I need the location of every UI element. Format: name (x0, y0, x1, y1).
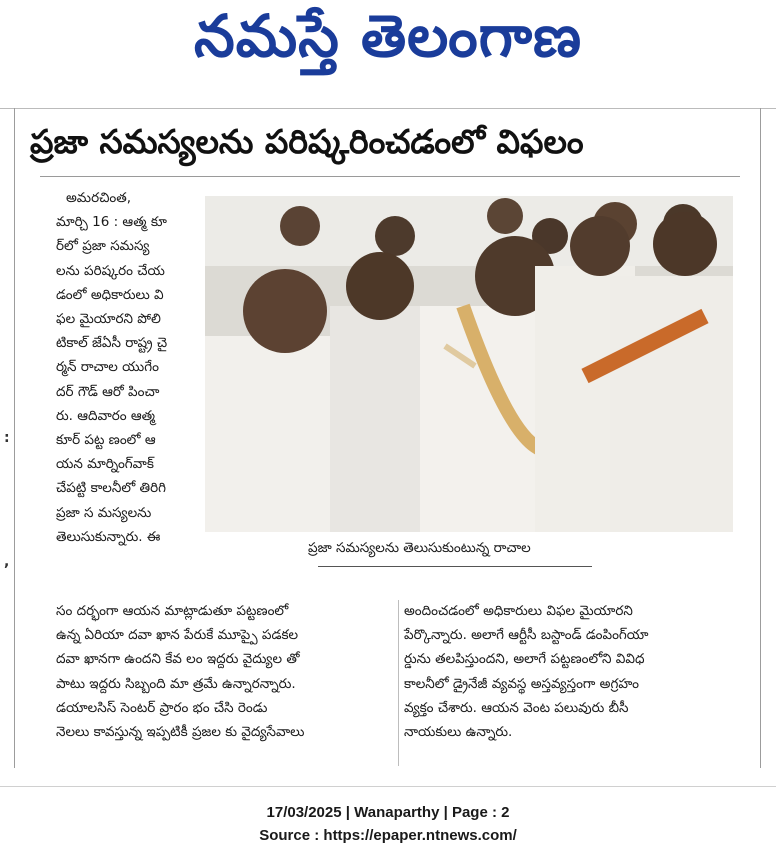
text-line: ప్రజా స మస్యలను (56, 504, 152, 521)
text-line: కాలనీలో డ్రైనేజీ వ్యవస్థ అస్తవ్యస్తంగా అగ్రహం (404, 675, 639, 692)
text-line: తెలుసుకున్నారు. ఈ (56, 528, 161, 545)
bottom-right-column (404, 599, 750, 744)
news-photo (205, 196, 733, 532)
text-line: ర్డును తలపిస్తుందని, అలాగే పట్టణంలోని వివిధ (404, 651, 645, 668)
text-line: టికాల్ జేఏసీ రాష్ట్ర చై (56, 335, 168, 352)
text-line: యన మార్నింగ్‌వాక్ (56, 456, 154, 473)
photo-caption: ప్రజా సమస్యలను తెలుసుకుంటున్న రాచాల (308, 540, 531, 556)
masthead (0, 0, 776, 98)
text-line: డయాలసిస్ సెంటర్ ప్రారం భం చేసి రెండు (56, 699, 268, 716)
bottom-rule (0, 786, 776, 787)
text-line: నెలలు కావస్తున్న ఇప్పటికీ ప్రజల కు వైద్యసేవాలు (56, 724, 305, 741)
crowd-illustration (205, 196, 733, 532)
caption-rule (318, 566, 592, 567)
text-line: అమరచింత, (66, 190, 132, 206)
text-line: ఫల మైయారని పోలి (56, 311, 161, 328)
text-line: చేపట్టి కాలనీలో తిరిగి (56, 480, 166, 497)
text-line: ర్‌లో ప్రజా సమస్య (56, 238, 150, 255)
text-line: మార్చి 16 : ఆత్మ కూ (56, 214, 167, 231)
text-line: పేర్కొన్నారు. అలాగే ఆర్టీసీ బస్టాండ్ డంపింగ్‌యా (404, 627, 649, 644)
text-line: సం దర్భంగా ఆయన మాట్లాడుతూ పట్టణంలో (56, 603, 289, 619)
text-line: ర్మన్ రాచాల యుగేం (56, 359, 159, 376)
text-line: అందించడంలో అధికారులు విఫల మైయారని (404, 603, 633, 619)
text-line: ఉన్న ఏరియా దవా ఖాన పేరుకే మూప్పై పడకల (56, 627, 299, 644)
footer-date-line: 17/03/2025 | Wanaparthy | Page : 2 (266, 804, 510, 821)
text-line: కూర్ పట్ట ణంలో ఆ (56, 432, 156, 449)
gutter-mark: : (4, 430, 10, 446)
headline-rule (40, 176, 740, 177)
text-line: వ్యక్తం చేశారు. ఆయన వెంట పలువురు బీసీ (404, 699, 629, 716)
bottom-left-column (56, 599, 396, 744)
text-line: పాటు ఇద్దరు సిబ్బంది మా త్రమే ఉన్నారన్నారు. (56, 675, 296, 692)
masthead-title: నమస్తే తెలంగాణ (194, 2, 582, 70)
text-line: రు. ఆదివారం ఆత్మ (56, 407, 155, 424)
left-gutter (0, 108, 15, 768)
right-gutter (760, 108, 761, 768)
text-line: దవా ఖానగా ఉందని కేవ లం ఇద్దరు వైద్యుల తో (56, 651, 300, 668)
footer-source-line: Source : https://epaper.ntnews.com/ (259, 827, 517, 844)
article-headline: ప్రజా సమస్యలను పరిష్కరించడంలో విఫలం (30, 122, 584, 161)
text-line: డంలో అధికారులు వి (56, 286, 164, 303)
left-column (56, 186, 202, 549)
top-rule (0, 108, 776, 109)
gutter-mark: , (4, 554, 10, 570)
column-divider (398, 600, 399, 766)
text-line: నాయకులు ఉన్నారు. (404, 724, 513, 741)
text-line: లను పరిష్కరం చేయ (56, 262, 165, 279)
text-line: దర్ గౌడ్ ఆరో పించా (56, 383, 160, 400)
